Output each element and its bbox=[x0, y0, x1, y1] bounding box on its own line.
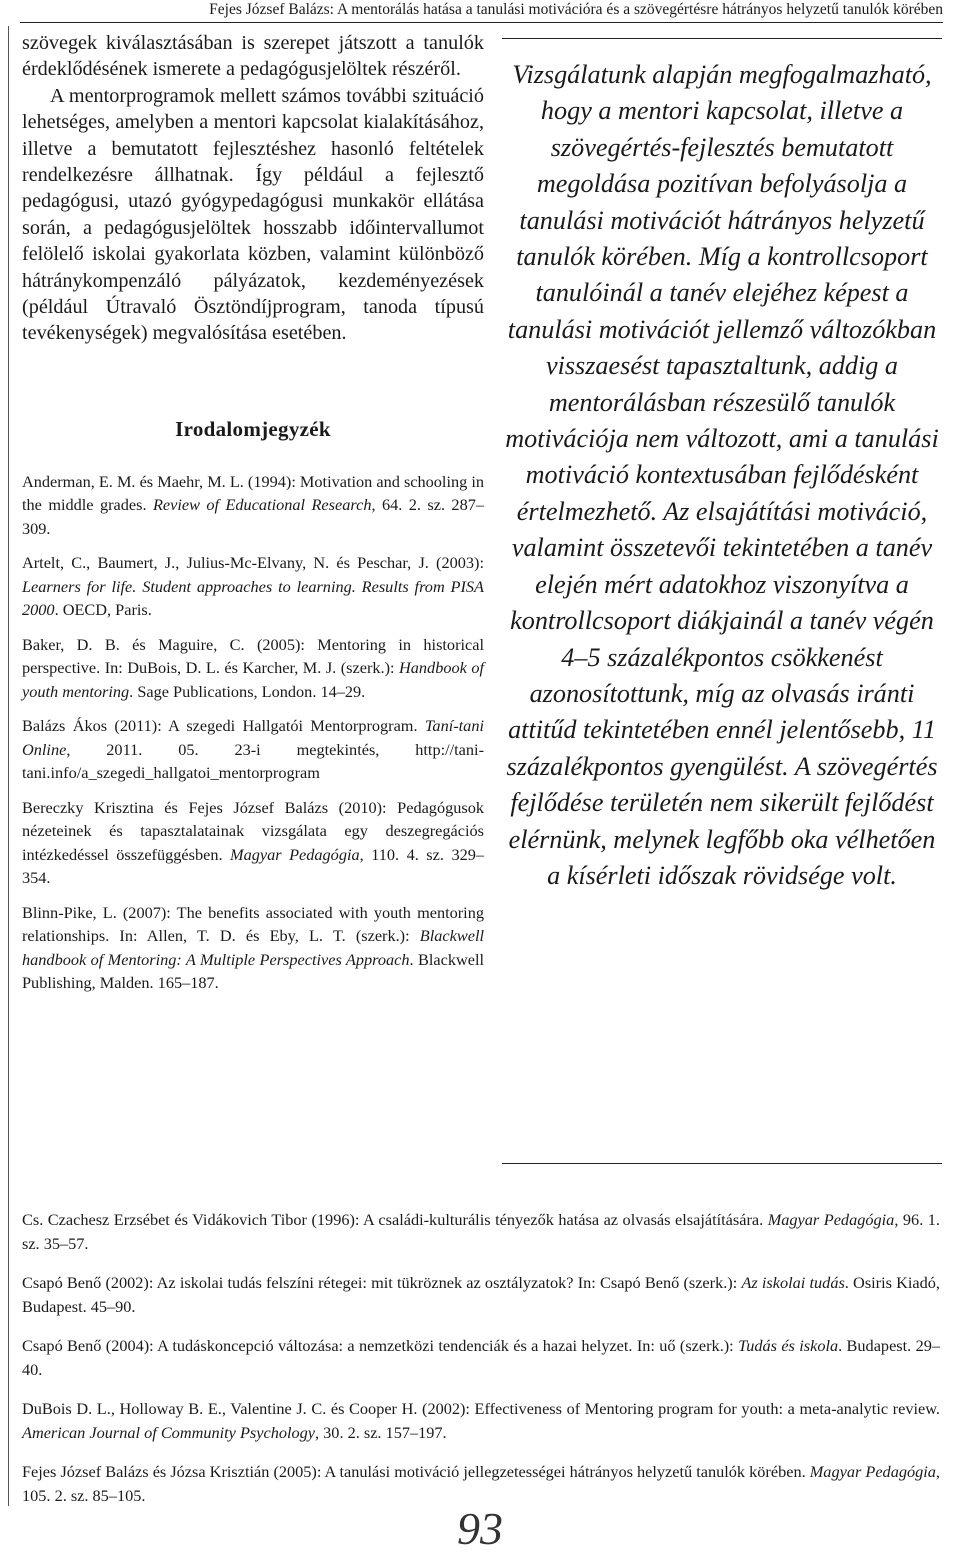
left-margin-rule bbox=[8, 26, 9, 1506]
reference-title: Blackwell handbook of Mentoring: A Multiple Perspectives Approach bbox=[22, 926, 484, 969]
reference-text: , 105. 2. sz. 85–105. bbox=[22, 1462, 940, 1505]
reference-text: Cs. Czachesz Erzsébet és Vidákovich Tibor (1996): A családi-kulturális tényezők hatása az olvasás elsajátítására. bbox=[22, 1210, 768, 1229]
reference-entry bbox=[22, 551, 484, 622]
running-header: Fejes József Balázs: A mentorálás hatása a tanulási motivációra és a szövegértésre hátrányos helyzetű tanulók körében bbox=[209, 1, 943, 18]
reference-title: Learners for life. Student approaches to learning. Results from PISA 2000 bbox=[22, 576, 484, 620]
reference-text: Csapó Benő (2002): Az iskolai tudás felszíni rétegei: mit tükröznek az osztályzatok? In: Csapó Benő (szerk.): bbox=[22, 1273, 742, 1292]
reference-title: Taní-tani Online bbox=[22, 716, 484, 759]
reference-text: . OECD, Paris. bbox=[54, 600, 152, 620]
reference-text: Artelt, C., Baumert, J., Julius-Mc-Elvany, N. és Peschar, J. (2003): bbox=[22, 553, 484, 573]
reference-entry bbox=[22, 796, 484, 890]
reference-entry bbox=[22, 633, 484, 704]
reference-entry bbox=[22, 901, 484, 995]
reference-entry bbox=[22, 1397, 940, 1444]
reference-text: Fejes József Balázs és Józsa Krisztián (2005): A tanulási motiváció jellegzetességei hátrányos helyzetű tanulók körében. bbox=[22, 1462, 810, 1481]
reference-text: , 2011. 05. 23-i megtekintés, http://tani-tani.info/a_szegedi_hallgatoi_mentorprogram bbox=[22, 739, 484, 783]
reference-text: Balázs Ákos (2011): A szegedi Hallgatói Mentorprogram. bbox=[22, 716, 425, 736]
reference-title: Review of Educational Research bbox=[152, 495, 372, 515]
pull-quote-bottom-rule bbox=[502, 1163, 942, 1164]
reference-title: Tudás és iskola bbox=[738, 1336, 839, 1355]
reference-title: Handbook of youth mentoring bbox=[22, 658, 484, 701]
reference-title: American Journal of Community Psychology bbox=[22, 1422, 316, 1442]
reference-entry bbox=[22, 470, 484, 541]
reference-entry bbox=[22, 1208, 940, 1255]
reference-title: Az iskolai tudás bbox=[741, 1273, 845, 1292]
references-list-left bbox=[22, 470, 484, 995]
reference-text: Anderman, E. M. és Maehr, M. L. (1994): Motivation and schooling in the middle grades. bbox=[22, 471, 484, 515]
left-column bbox=[22, 30, 484, 1006]
reference-text: Bereczky Krisztina és Fejes József Balázs (2010): Pedagógusok nézeteinek és tapasztalatainak vizsgálata egy deszegregációs intézkedéssel összefüggésben. bbox=[22, 797, 484, 864]
reference-title: Magyar Pedagógia bbox=[809, 1462, 936, 1481]
reference-text: . Budapest. 29–40. bbox=[22, 1336, 940, 1379]
reference-text: , 64. 2. sz. 287–309. bbox=[22, 495, 484, 538]
pull-quote-box bbox=[502, 38, 942, 894]
reference-text: Csapó Benő (2004): A tudáskoncepció változása: a nemzetközi tendenciák és a hazai helyzet. In: uő (szerk.): bbox=[22, 1336, 739, 1355]
reference-text: , 96. 1. sz. 35–57. bbox=[22, 1210, 940, 1253]
reference-text: DuBois D. L., Holloway B. E., Valentine J. C. és Cooper H. (2002): Effectiveness of Mentoring program for youth: a meta-analytic review. bbox=[22, 1399, 940, 1418]
body-paragraph-2: A mentorprogramok mellett számos további szituáció lehetséges, amelyben a mentori kapcsolat kialakításához, illetve a bemutatott fejlesztéshez hasonló feltételek rendelkezésre állhatnak. Így például a fejlesztő pedagógusi, utazó gyógypedagógusi munkakör ellátása során, a pedagógusjelöltek hosszabb időintervallumot felölelő iskolai gyakorlata közben, valamint különböző hátránykompenzáló pályázatok, kezdeményezések (például Útravaló Ösztöndíjprogram, tanoda típusú tevékenységek) megvalósítása esetében. bbox=[22, 84, 484, 345]
reference-entry bbox=[22, 1460, 940, 1507]
pull-quote-text: Vizsgálatunk alapján megfogalmazható, hogy a mentori kapcsolat, illetve a szövegértés-fejlesztés bemutatott megoldása pozitívan befolyásolja a tanulási motivációt hátrányos helyzetű tanulók körében. Míg a kontrollcsoport tanulóinál a tanév elejéhez képest a tanulási motivációt jellemző változókban visszaesést tapasztaltunk, addig a mentorálásban részesülő tanulók motivációja nem változott, ami a tanulási motiváció kontextusában fejlődésként értelmezhető. Az elsajátítási motiváció, valamint összetevői tekintetében a tanév elején mért adatokhoz viszonyítva a kontrollcsoport diákjainál a tanév végén 4–5 százalékpontos csökkenést azonosítottunk, míg az olvasás iránti attitűd tekintetében ennél jelentősebb, 11 százalékpontos gyengülést. A szövegértés fejlődése területén nem sikerült fejlődést elérnünk, melynek legfőbb oka vélhetően a kísérleti időszak rövidsége volt. bbox=[505, 60, 939, 890]
reference-title: Magyar Pedagógia bbox=[230, 844, 360, 864]
reference-text: . Osiris Kiadó, Budapest. 45–90. bbox=[22, 1273, 941, 1316]
body-paragraph-1: szövegek kiválasztásában is szerepet játszott a tanulók érdeklődésének ismerete a pedagógusjelöltek részéről. bbox=[22, 32, 484, 81]
reference-entry bbox=[22, 714, 484, 785]
reference-entry bbox=[22, 1271, 940, 1318]
reference-text: . Blackwell Publishing, Malden. 165–187. bbox=[22, 949, 484, 993]
reference-text: . Sage Publications, London. 14–29. bbox=[129, 681, 366, 701]
reference-text: , 110. 4. sz. 329–354. bbox=[22, 844, 485, 888]
page-number: 93 bbox=[457, 1503, 503, 1554]
references-heading: Irodalomjegyzék bbox=[175, 416, 331, 441]
reference-text: Baker, D. B. és Maguire, C. (2005): Mentoring in historical perspective. In: DuBois, D. L. és Karcher, M. J. (szerk.): bbox=[22, 634, 484, 678]
reference-entry bbox=[22, 1334, 940, 1381]
reference-title: Magyar Pedagógia bbox=[767, 1210, 895, 1229]
references-list-bottom bbox=[22, 1208, 940, 1523]
header-rule bbox=[20, 22, 943, 23]
reference-text: Blinn-Pike, L. (2007): The benefits associated with youth mentoring relationships. In: Allen, T. D. és Eby, L. T. (szerk.): bbox=[22, 902, 484, 946]
reference-text: , 30. 2. sz. 157–197. bbox=[315, 1422, 447, 1442]
